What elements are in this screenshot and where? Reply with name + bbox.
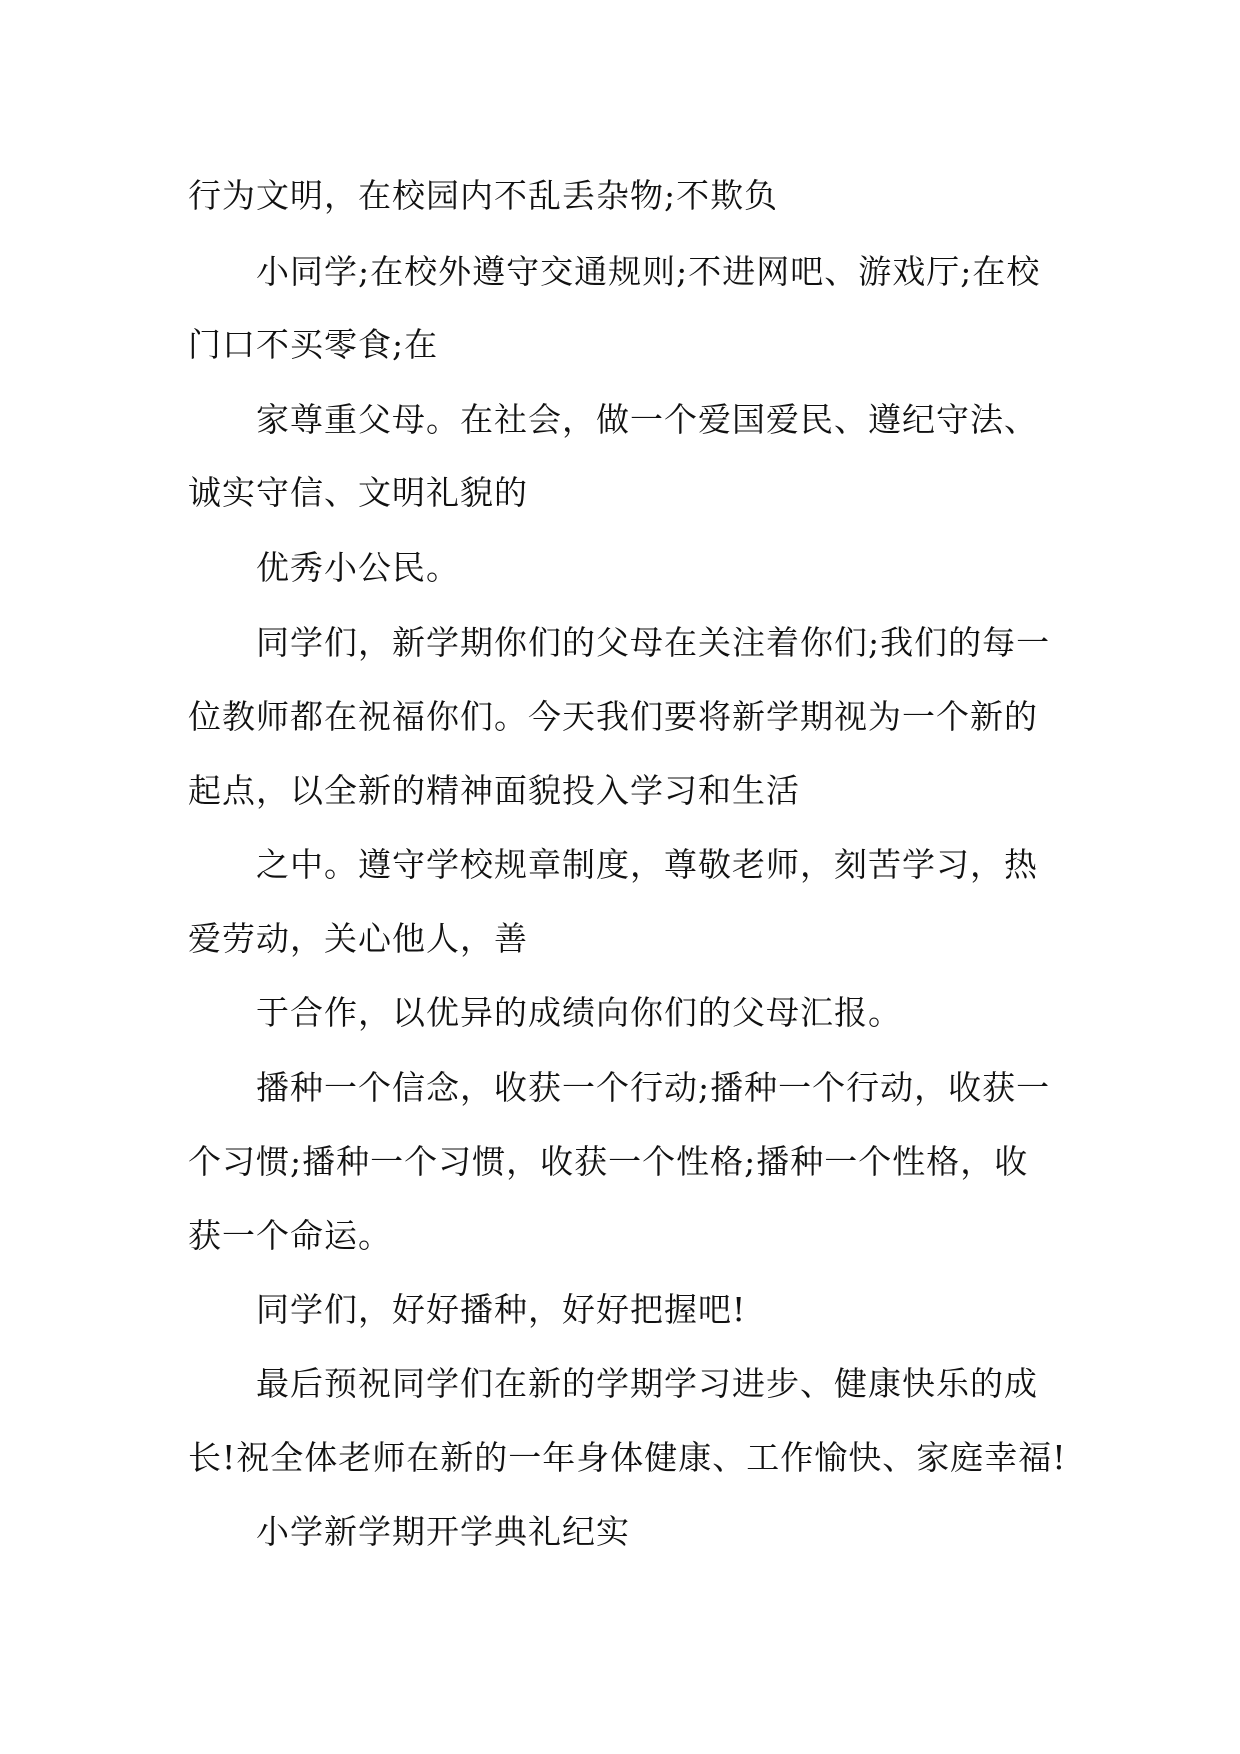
text-line: 行为文明，在校园内不乱丢杂物;不欺负 bbox=[188, 176, 779, 215]
text-line: 优秀小公民。 bbox=[256, 548, 460, 587]
text-line: 同学们，好好播种，好好把握吧! bbox=[256, 1290, 747, 1329]
text-line: 门口不买零食;在 bbox=[188, 325, 439, 364]
text-line: 于合作，以优异的成绩向你们的父母汇报。 bbox=[256, 993, 902, 1032]
text-line: 播种一个信念，收获一个行动;播种一个行动，收获一 bbox=[256, 1068, 1051, 1107]
text-line: 位教师都在祝福你们。今天我们要将新学期视为一个新的 bbox=[188, 697, 1038, 736]
text-line: 家尊重父母。在社会，做一个爱国爱民、遵纪守法、 bbox=[256, 400, 1038, 439]
text-line: 个习惯;播种一个习惯，收获一个性格;播种一个性格，收 bbox=[188, 1142, 1029, 1181]
text-line: 诚实守信、文明礼貌的 bbox=[188, 473, 528, 512]
text-line: 获一个命运。 bbox=[188, 1216, 392, 1255]
text-line: 小学新学期开学典礼纪实 bbox=[256, 1512, 630, 1551]
text-line: 最后预祝同学们在新的学期学习进步、健康快乐的成 bbox=[256, 1364, 1038, 1403]
text-line: 小同学;在校外遵守交通规则;不进网吧、游戏厅;在校 bbox=[256, 252, 1041, 291]
text-line: 爱劳动，关心他人，善 bbox=[188, 919, 528, 958]
text-line: 同学们，新学期你们的父母在关注着你们;我们的每一 bbox=[256, 623, 1051, 662]
text-line: 长!祝全体老师在新的一年身体健康、工作愉快、家庭幸福! bbox=[188, 1438, 1067, 1477]
text-line: 之中。遵守学校规章制度，尊敬老师，刻苦学习，热 bbox=[256, 845, 1038, 884]
text-line: 起点，以全新的精神面貌投入学习和生活 bbox=[188, 771, 800, 810]
